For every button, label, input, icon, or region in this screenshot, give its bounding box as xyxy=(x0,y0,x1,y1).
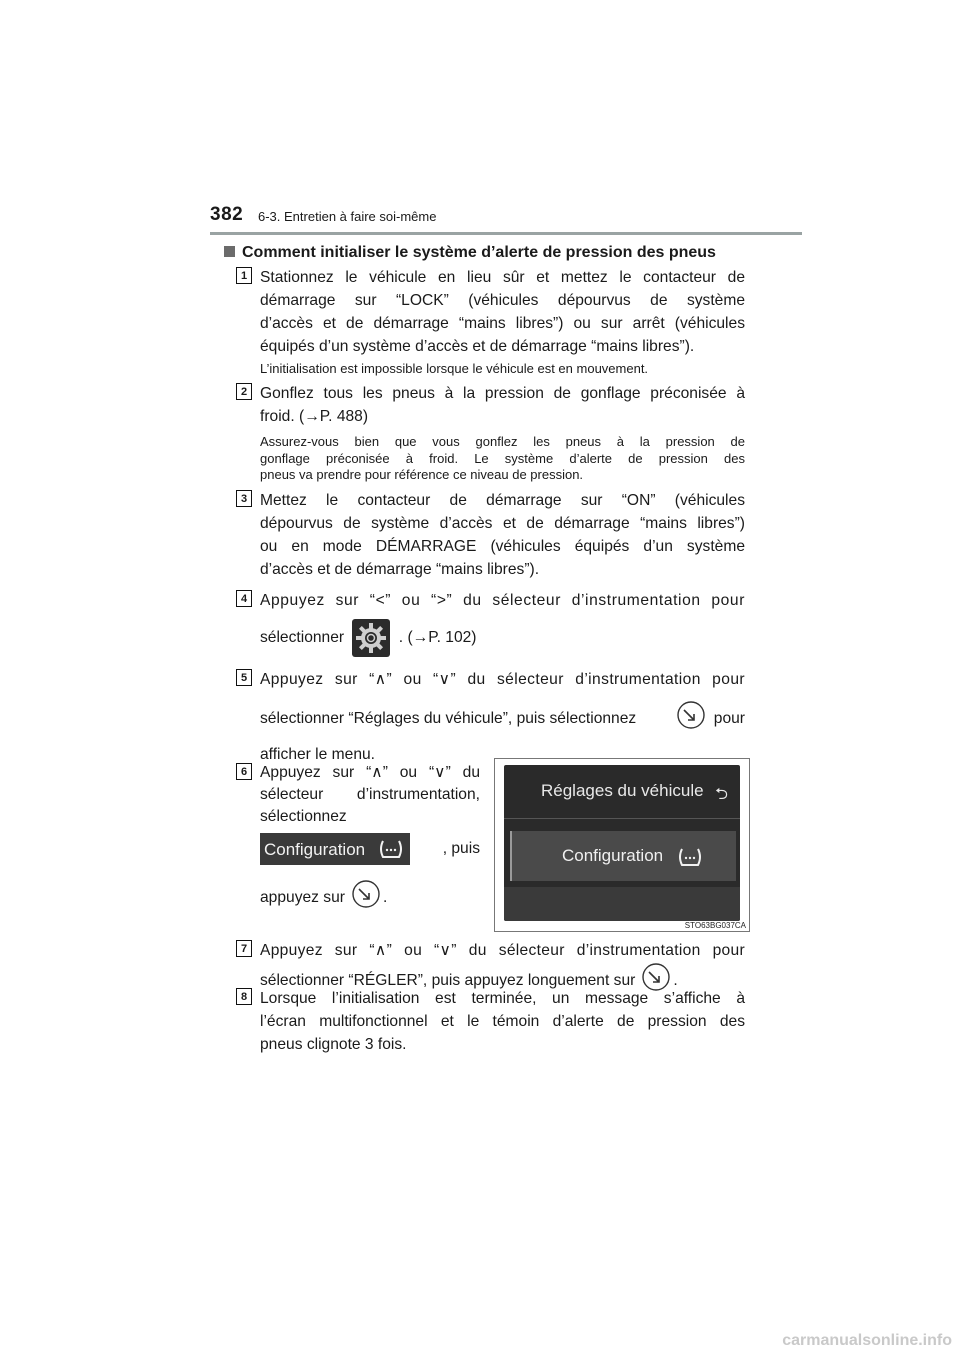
step-5-text: Appuyez sur “∧” ou “∨” du sélecteur d’instrumentation pour sélectionner “Réglages du véhicule”, puis sélectionnez pour afficher le menu. xyxy=(260,671,745,763)
configuration-menu-image: Configuration xyxy=(260,833,410,865)
tire-pressure-icon xyxy=(378,837,404,861)
step-number-1: 1 xyxy=(236,267,252,284)
display-next-item xyxy=(504,887,740,921)
multi-information-display-illustration xyxy=(494,758,750,932)
step-number-3: 3 xyxy=(236,490,252,507)
display-screen xyxy=(504,765,740,921)
step-8-text: Lorsque l’initialisation est terminée, un message s’affiche à l’écran multifonctionnel et le témoin d’alerte de pression des pneus clignote 3 fois. xyxy=(260,990,745,1053)
selected-menu-item: Configuration xyxy=(510,831,736,881)
enter-button-icon xyxy=(351,879,381,916)
step-3-text: Mettez le contacteur de démarrage sur “ON” (véhicules dépourvus de système d’accès et de démarrage “mains libres”) ou en mode DÉMARRAGE (véhicules équipés d’un système d’accès et de démarrage “mains libres”). xyxy=(260,492,745,578)
settings-gear-icon xyxy=(352,619,390,657)
step-2-note: Assurez-vous bien que vous gonflez les pneus à la pression de gonflage préconisée à froid. Le système d’alerte de pression des pneus va prendre pour référence ce niveau de pression. xyxy=(260,434,745,482)
step-number-8: 8 xyxy=(236,988,252,1005)
step-number-5: 5 xyxy=(236,669,252,686)
procedure-heading xyxy=(224,244,716,262)
step-number-4: 4 xyxy=(236,590,252,607)
page-number: 382 xyxy=(210,204,244,225)
step-4-text: Appuyez sur “<” ou “>” du sélecteur d’instrumentation pour sélectionner . (→P. 102) xyxy=(260,589,745,658)
enter-button-icon xyxy=(676,700,706,737)
step-1-note: L’initialisation est impossible lorsque le véhicule est en mouvement. xyxy=(260,361,649,376)
step-number-7: 7 xyxy=(236,940,252,957)
square-bullet-icon xyxy=(224,246,235,257)
step-2-text: Gonflez tous les pneus à la pression de gonflage préconisée à froid. (→P. 488) xyxy=(260,385,745,425)
step-6-text: Appuyez sur “∧” ou “∨” du sélecteur d’instrumentation, sélectionnez Configuration , puis appuyez sur . xyxy=(260,762,480,916)
watermark-text: carmanualsonline.info xyxy=(782,1332,952,1349)
section-title: 6-3. Entretien à faire soi-même xyxy=(258,209,437,224)
heading-text: Comment initialiser le système d’alerte de pression des pneus xyxy=(242,244,716,261)
step-number-6: 6 xyxy=(236,763,252,780)
figure-code: STO63BG037CA xyxy=(684,921,746,930)
display-separator xyxy=(504,818,740,819)
step-7-text: Appuyez sur “∧” ou “∨” du sélecteur d’instrumentation pour sélectionner “RÉGLER”, puis appuyez longuement sur . xyxy=(260,939,745,999)
display-title: Réglages du véhicule xyxy=(541,781,704,800)
step-1-text: Stationnez le véhicule en lieu sûr et mettez le contacteur de démarrage sur “LOCK” (véhicules dépourvus de système d’accès et de démarrage “mains libres”) ou sur arrêt (véhicules équipés d’un système d’accès et de démarrage “mains libres”). xyxy=(260,269,745,355)
step-number-2: 2 xyxy=(236,383,252,400)
header-rule xyxy=(210,232,802,235)
tire-pressure-icon xyxy=(677,845,703,869)
return-icon: ⮌ xyxy=(715,786,728,803)
